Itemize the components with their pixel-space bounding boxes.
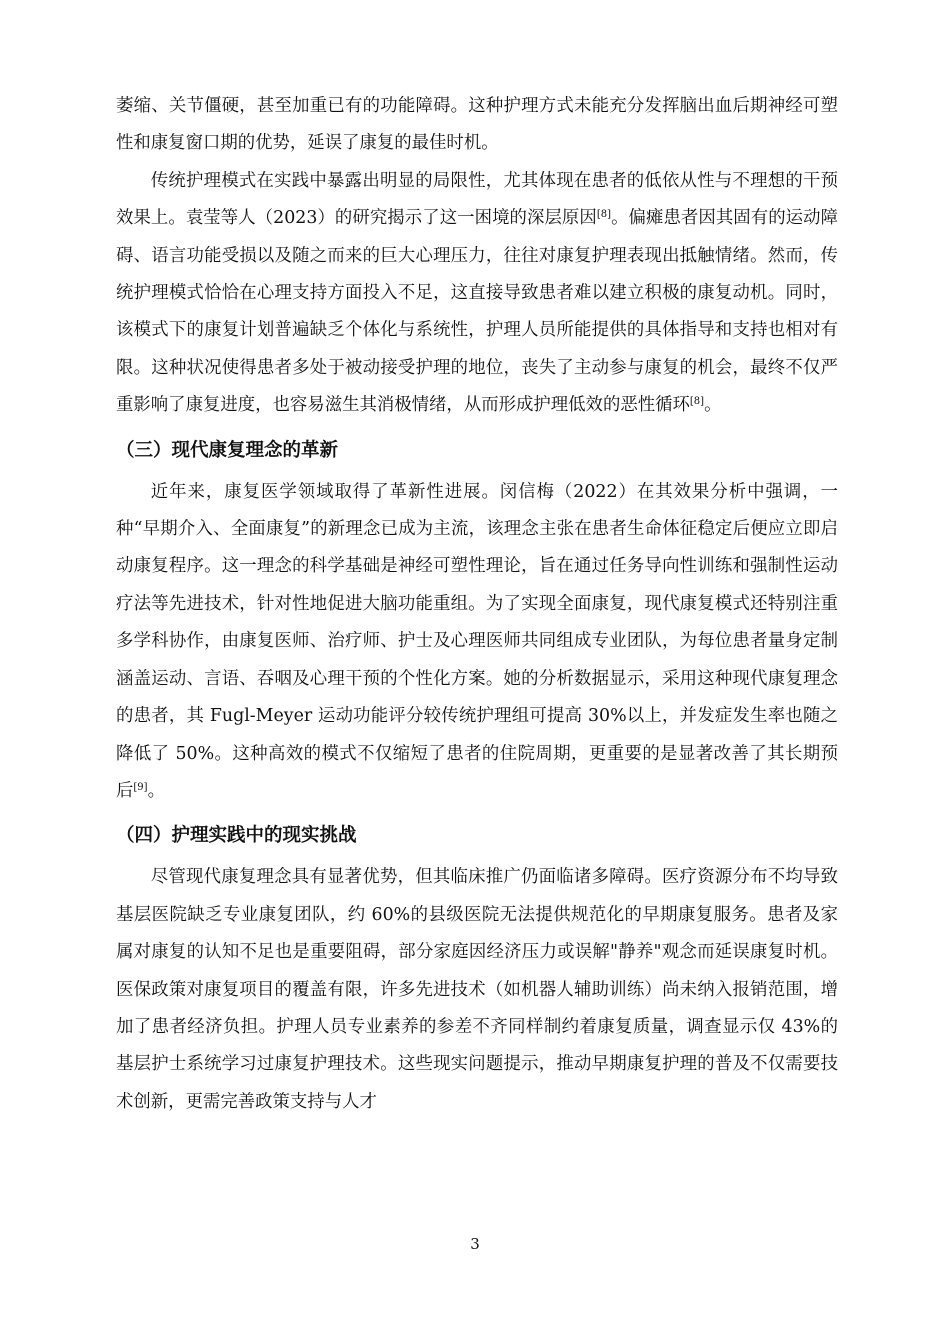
citation-9: [9] bbox=[133, 781, 148, 793]
citation-8: [8] bbox=[596, 209, 611, 221]
page-number: 3 bbox=[470, 1235, 480, 1253]
paragraph-text: 。偏瘫患者因其固有的运动障碍、语言功能受损以及随之而来的巨大心理压力，往往对康复护理表现出抵触情绪。然而，传统护理模式恰恰在心理支持方面投入不足，这直接导致患者难以建立积极的康复动机。同时，该模式下的康复计划普遍缺乏个体化与系统性，护理人员所能提供的具体指导和支持也相对有限。这种状况使得患者多处于被动接受护理的地位，丧失了主动参与康复的机会，最终不仅严重影响了康复进度，也容易滋生其消极情绪，从而形成护理低效的恶性循环 bbox=[116, 208, 838, 416]
paragraph-practice-challenges: 尽管现代康复理念具有显著优势，但其临床推广仍面临诸多障碍。医疗资源分布不均导致基层医院缺乏专业康复团队，约 60%的县级医院无法提供规范化的早期康复服务。患者及家属对康复的认知不足也是重要阻碍，部分家庭因经济压力或误解"静养"观念而延误康复时机。医保政策对康复项目的覆盖有限，许多先进技术（如机器人辅助训练）尚未纳入报销范围，增加了患者经济负担。护理人员专业素养的参差不齐同样制约着康复质量，调查显示仅 43%的基层护士系统学习过康复护理技术。这些现实问题提示，推动早期康复护理的普及不仅需要技术创新，更需完善政策支持与人才 bbox=[116, 867, 838, 1112]
section-heading-practice-challenges: （四）护理实践中的现实挑战 bbox=[116, 825, 357, 847]
paragraph-continuation: 萎缩、关节僵硬，甚至加重已有的功能障碍。这种护理方式未能充分发挥脑出血后期神经可塑性和康复窗口期的优势，延误了康复的最佳时机。 bbox=[116, 96, 838, 154]
section-heading-modern-rehab: （三）现代康复理念的革新 bbox=[116, 439, 339, 461]
paragraph-modern-rehab-concept bbox=[116, 474, 838, 811]
document-body bbox=[116, 88, 838, 1121]
paragraph-text: 。 bbox=[704, 395, 722, 416]
paragraph-text: 传统护理模式在实践中暴露出明显的局限性，尤其体现在患者的低依从性与不理想的干预效果上。袁莹等人（2023）的研究揭示了这一困境的深层原因 bbox=[116, 170, 838, 229]
citation-8: [8] bbox=[689, 396, 705, 408]
paragraph-text: 近年来，康复医学领域取得了革新性进展。闵信梅（2022）在其效果分析中强调，一种“早期介入、全面康复”的新理念已成为主流，该理念主张在患者生命体征稳定后便应立即启动康复程序。这一理念的科学基础是神经可塑性理论，旨在通过任务导向性训练和强制性运动疗法等先进技术，针对性地促进大脑功能重组。为了实现全面康复，现代康复模式还特别注重多学科协作，由康复医师、治疗师、护士及心理医师共同组成专业团队，为每位患者量身定制涵盖运动、言语、吞咽及心理干预的个性化方案。她的分析数据显示，采用这种现代康复理念的患者，其 Fugl-Meyer 运动功能评分较传统护理组可提高 30%以上，并发症发生率也随之降低了 50%。这种高效的模式不仅缩短了患者的住院周期，更重要的是显著改善了其长期预后 bbox=[116, 481, 838, 801]
paragraph-traditional-nursing-limitations bbox=[116, 163, 838, 425]
paragraph-text: 。 bbox=[147, 780, 165, 801]
